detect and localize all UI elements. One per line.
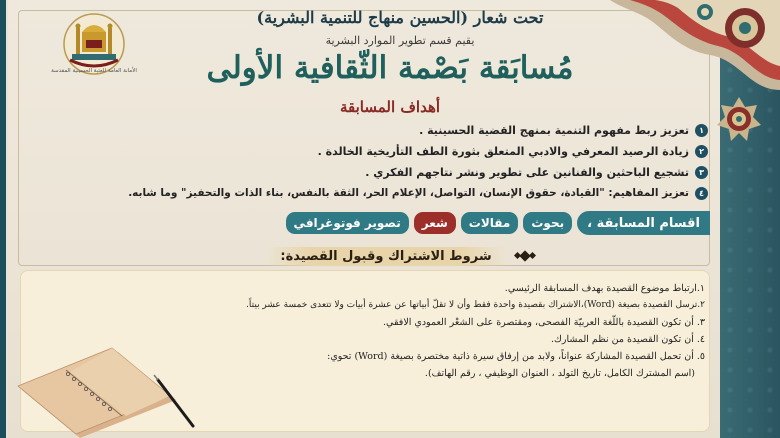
competition-title: مُسابَقة بَصْمة الثّقافية الأولى bbox=[206, 50, 574, 86]
condition-item: ٥. أن تحمل القصيدة المشاركة عنواناً، ولابد من إرفاق سيرة ذاتية مختصرة بصيغة (Word) تحوي: bbox=[327, 351, 705, 362]
section-pill-photography: تصوير فوتوغرافي bbox=[286, 212, 409, 234]
goal-text: تشجيع الباحثين والفنانين على تطوير ونشر نتاجهم الفكري . bbox=[365, 165, 689, 179]
left-border-strip bbox=[0, 0, 6, 438]
goal-number-badge: ٢ bbox=[695, 145, 708, 158]
logo-caption: الأمانة العامة للعتبة الحسينية المقدسة bbox=[51, 68, 137, 74]
section-pill-articles: مقالات bbox=[461, 212, 519, 234]
conditions-heading: شروط الاشتراك وقبول القصيدة: bbox=[264, 247, 507, 266]
corner-ornament-icon bbox=[610, 0, 780, 90]
condition-item: ٢.ترسل القصيدة بصيغة (Word)،الاشتراك بقصيدة واحدة فقط وأن لا تقلّ أبياتها عن عشرة أبيات ولا تتعدى خمسة عشر بيتاً. bbox=[246, 300, 705, 310]
goal-text: زيادة الرصيد المعرفي والادبي المتعلق بثورة الطف التأريخية الخالدة . bbox=[317, 144, 689, 158]
sections-label: اقسام المسابقة ، bbox=[577, 211, 710, 235]
medallion-icon bbox=[716, 96, 762, 142]
goal-number-badge: ٣ bbox=[695, 166, 708, 179]
goal-number-badge: ٤ bbox=[695, 187, 708, 200]
conditions-heading-banner bbox=[250, 244, 550, 268]
goal-text: تعزيز المفاهيم: "القيادة، حقوق الإنسان، التواصل، الإعلام الحر، الثقة بالنفس، بناء الذات والتحفيز" وما شابه. bbox=[128, 187, 689, 199]
conditions-list bbox=[150, 280, 705, 382]
goal-item bbox=[60, 141, 708, 161]
goal-item bbox=[60, 162, 708, 182]
goals-heading: أهداف المسابقة bbox=[339, 98, 441, 116]
section-pill-research: بحوث bbox=[523, 212, 572, 234]
condition-item: ٤. أن تكون القصيدة من نظم المشارك. bbox=[551, 334, 705, 345]
goal-number-badge: ١ bbox=[695, 124, 708, 137]
condition-item: ٣. أن تكون القصيدة باللّغة العربيّة الفصحى، ومقتصرة على الشعْر العمودي الافقي. bbox=[383, 317, 705, 328]
goal-item bbox=[60, 120, 708, 140]
goals-list bbox=[60, 120, 708, 204]
section-pill-poetry: شعر bbox=[414, 212, 456, 234]
condition-item: (اسم المشترك الكامل، تاريخ التولد ، العنوان الوظيفي ، رقم الهاتف). bbox=[424, 368, 695, 379]
notebook-pen-icon bbox=[8, 330, 198, 438]
slogan-heading: تحت شعار (الحسين منهاج للتنمية البشرية) bbox=[256, 8, 544, 27]
condition-item: ١.ارتباط موضوع القصيدة بهدف المسابقة الرئيسي. bbox=[504, 283, 705, 294]
goal-text: تعزيز ربط مفهوم التنمية بمنهج القضية الحسينية . bbox=[419, 123, 689, 137]
sections-row bbox=[190, 211, 710, 235]
goal-item bbox=[60, 183, 708, 203]
organizer-subheading: يقيم قسم تطوير الموارد البشرية bbox=[325, 34, 475, 47]
diamond-ornament-icon bbox=[514, 247, 536, 265]
